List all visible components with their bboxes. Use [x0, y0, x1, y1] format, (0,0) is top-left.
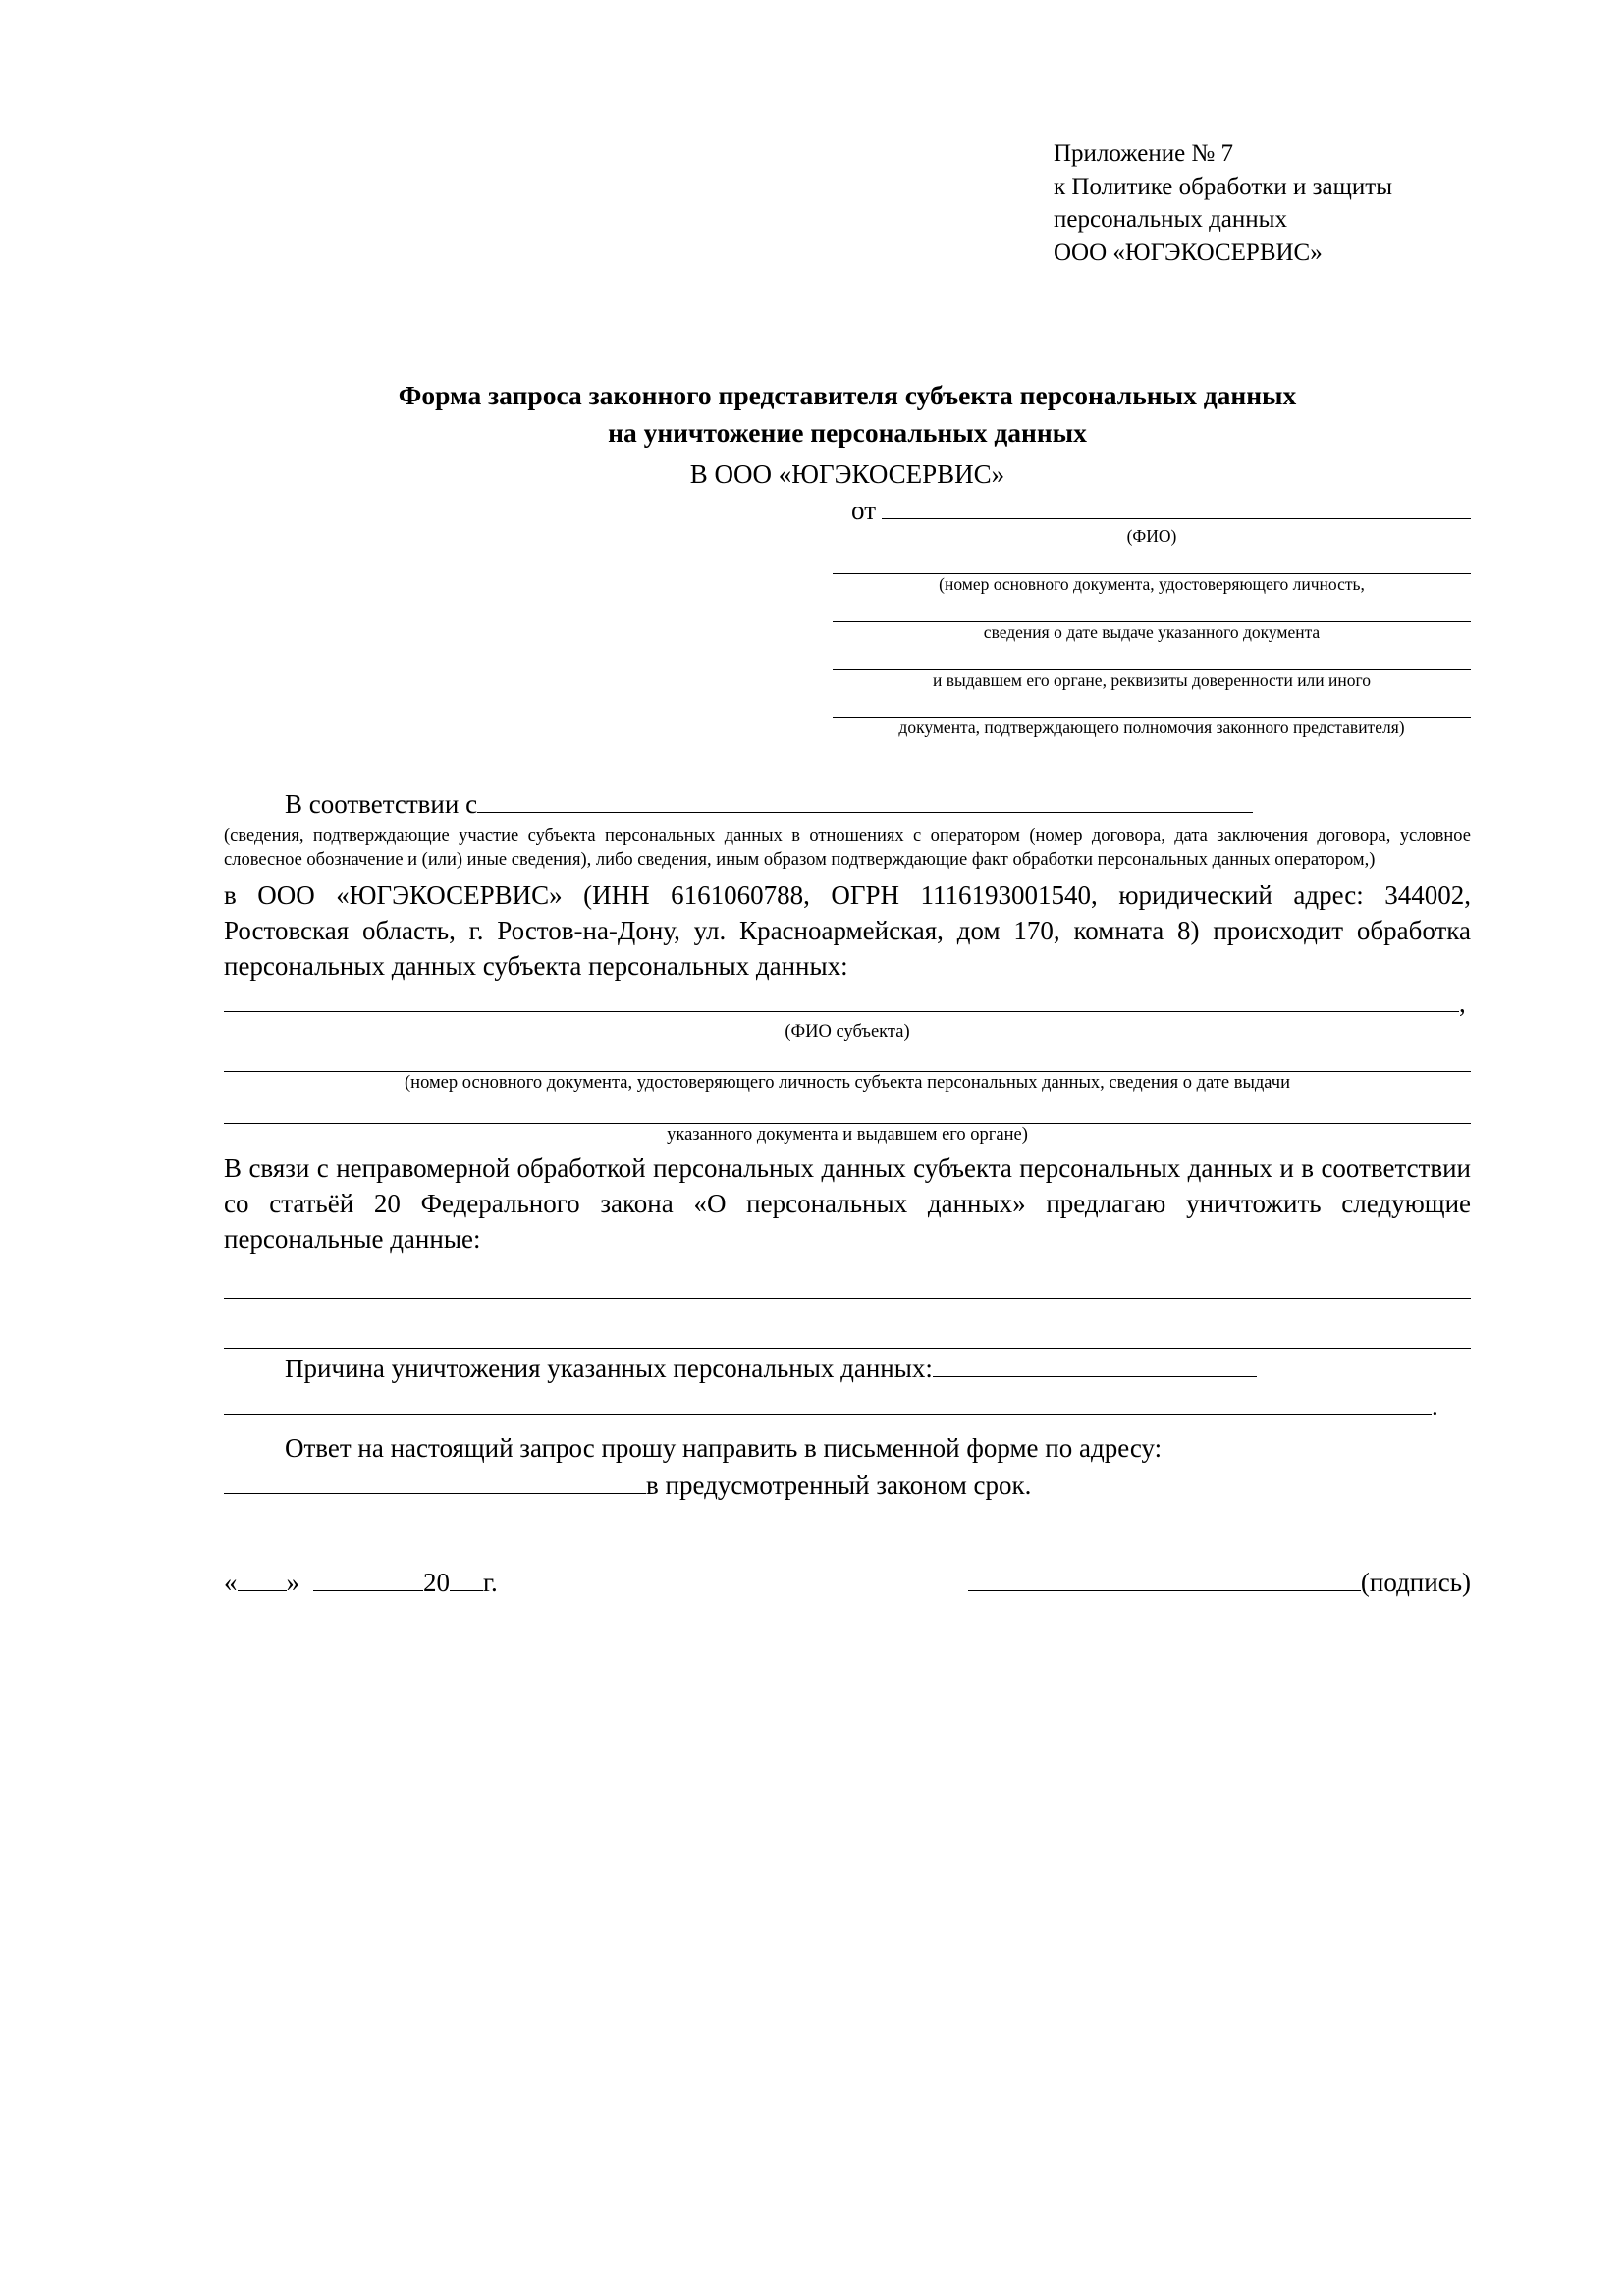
date-quote-open: «	[224, 1567, 238, 1597]
page-title-line-1: Форма запроса законного представителя субъекта персональных данных	[398, 380, 1297, 410]
page-title-line-2: на уничтожение персональных данных	[608, 416, 1087, 448]
appendix-header-line-1: Приложение № 7	[1054, 140, 1234, 167]
appendix-header-line-2: к Политике обработки и защиты	[1054, 173, 1393, 200]
representative-doc-date-block	[833, 596, 1471, 622]
caption-fio: (ФИО)	[1126, 525, 1177, 546]
addressee-organization: В ООО «ЮГЭКОСЕРВИС»	[689, 458, 1005, 489]
caption-subject-doc-1: (номер основного документа, удостоверяющего личность субъекта персональных данных, сведения о дате выдачи	[405, 1073, 1290, 1094]
subject-fio-row	[224, 986, 1471, 1021]
caption-subject-doc-2: указанного документа и выдавшем его органе)	[667, 1124, 1028, 1145]
document-content	[224, 137, 1471, 1598]
appendix-header	[1054, 137, 1471, 269]
in-accordance-label: В соответствии с	[285, 789, 478, 820]
representative-doc-number-fill[interactable]	[833, 548, 1471, 574]
representative-doc-power-fill[interactable]	[833, 691, 1471, 718]
personal-data-fill-1[interactable]	[224, 1270, 1471, 1299]
in-accordance-note: (сведения, подтверждающие участие субъекта персональных данных в отношениях с оператором (номер договора, дата заключения договора, условное словесное обозначение и (или) иные сведения), либо сведения, иным образом подтверждающие факт обработки персональных данных оператором,)	[224, 826, 1471, 870]
reply-address-fill[interactable]	[224, 1471, 646, 1494]
organization-paragraph: в ООО «ЮГЭКОСЕРВИС» (ИНН 6161060788, ОГРН 1116193001540, юридический адрес: 344002, Ростовская область, г. Ростов-на-Дону, ул. Красноармейская, дом 170, комната 8) происходит обработка персональных данных субъекта персональных данных:	[224, 880, 1471, 981]
signature-row	[224, 1568, 1471, 1598]
date-field[interactable]	[224, 1568, 498, 1598]
caption-doc-power: документа, подтверждающего полномочия законного представителя)	[898, 718, 1405, 738]
representative-doc-number-block	[833, 548, 1471, 574]
subject-fio-fill[interactable]	[224, 989, 1459, 1012]
from-row	[224, 496, 1471, 526]
page-title	[224, 377, 1471, 452]
in-accordance-row	[224, 786, 1471, 822]
request-paragraph: В связи с неправомерной обработкой персональных данных субъекта персональных данных и в соответствии со статьёй 20 Федерального закона «О персональных данных» предлагаю уничтожить следующие персональные данные:	[224, 1152, 1471, 1255]
representative-doc-date-fill[interactable]	[833, 596, 1471, 622]
caption-doc-number: (номер основного документа, удостоверяющего личность,	[939, 573, 1365, 594]
reason-period: .	[1432, 1391, 1438, 1421]
reply-paragraph-tail: в предусмотренный законом срок.	[646, 1469, 1032, 1500]
appendix-header-line-3: персональных данных	[1054, 206, 1287, 233]
subject-fio-comma: ,	[1459, 988, 1466, 1019]
caption-doc-issuer: и выдавшем его органе, реквизиты доверенности или иного	[932, 669, 1372, 690]
reply-paragraph-line-2	[224, 1468, 1471, 1503]
date-day-fill[interactable]	[238, 1590, 287, 1591]
caption-subject-fio: (ФИО субъекта)	[785, 1022, 910, 1042]
in-accordance-fill[interactable]	[477, 790, 1253, 813]
date-year-fill[interactable]	[450, 1590, 483, 1591]
date-year: 20	[423, 1567, 450, 1597]
caption-doc-date: сведения о дате выдаче указанного документа	[983, 621, 1321, 642]
representative-doc-power-block	[833, 691, 1471, 718]
reason-row	[224, 1351, 1471, 1386]
signature-field[interactable]	[968, 1568, 1471, 1598]
reason-fill-1[interactable]	[933, 1355, 1257, 1377]
appendix-header-line-4: ООО «ЮГЭКОСЕРВИС»	[1054, 239, 1323, 266]
signature-fill[interactable]	[968, 1590, 1361, 1591]
from-label: от	[851, 495, 876, 525]
representative-doc-issuer-block	[833, 644, 1471, 670]
reason-row-2	[224, 1388, 1471, 1423]
personal-data-fill-2[interactable]	[224, 1320, 1471, 1349]
subject-doc-fill-2[interactable]	[224, 1095, 1471, 1124]
representative-doc-issuer-fill[interactable]	[833, 644, 1471, 670]
date-suffix: г.	[483, 1567, 498, 1597]
signature-label: (подпись)	[1360, 1567, 1471, 1597]
subject-doc-fill-1[interactable]	[224, 1043, 1471, 1072]
reason-label: Причина уничтожения указанных персональных данных:	[285, 1354, 933, 1384]
reason-fill-2[interactable]	[224, 1392, 1432, 1415]
date-month-fill[interactable]	[313, 1590, 423, 1591]
from-fio-fill[interactable]	[882, 497, 1471, 519]
reply-paragraph-line-1: Ответ на настоящий запрос прошу направить в письменной форме по адресу:	[285, 1432, 1163, 1463]
date-quote-close: »	[286, 1567, 299, 1597]
